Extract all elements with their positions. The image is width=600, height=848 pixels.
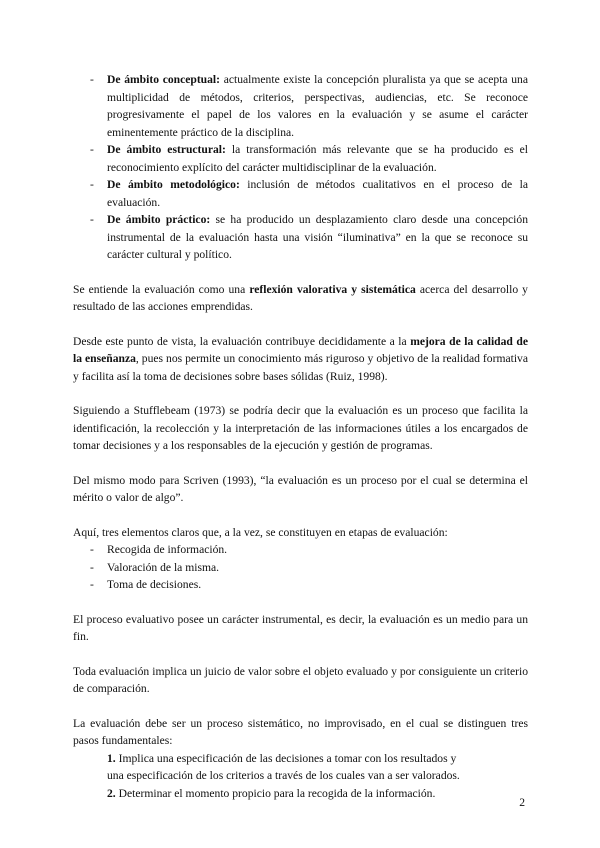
list-item bbox=[73, 141, 528, 176]
list-item: 1. Implica una especificación de las decisiones a tomar con los resultados y bbox=[107, 751, 457, 765]
paragraph-reflexion: Se entiende la evaluación como una reflexión valorativa y sistemática acerca del desarrollo y resultado de las acciones emprendidas. bbox=[73, 282, 528, 313]
ambito-label: De ámbito conceptual: bbox=[107, 73, 221, 86]
paragraph-mejora: Desde este punto de vista, la evaluación contribuye decididamente a la mejora de la calidad de la enseñanza, pues nos permite un conocimiento más riguroso y objetivo de la realidad formativa y facilita así la toma de decisiones sobre bases sólidas (Ruiz, 1998). bbox=[73, 334, 528, 383]
ambitos-list bbox=[73, 71, 528, 264]
list-item: 2. Determinar el momento propicio para la recogida de la información. bbox=[107, 786, 436, 800]
paragraph-pasos: La evaluación debe ser un proceso sistemático, no improvisado, en el cual se distinguen tres pasos fundamentales: bbox=[73, 716, 528, 747]
page-content bbox=[73, 71, 528, 802]
ambito-label: De ámbito estructural: bbox=[107, 143, 226, 156]
paragraph-stufflebeam: Siguiendo a Stufflebeam (1973) se podría decir que la evaluación es un proceso que facilita la identificación, la recolección y la interpretación de las informaciones útiles a los encargados de tomar decisiones y a los responsables de la ejecución y gestión de programas. bbox=[73, 404, 528, 452]
list-item bbox=[73, 71, 528, 141]
paragraph-scriven: Del mismo modo para Scriven (1993), “la evaluación es un proceso por el cual se determina el mérito o valor de algo”. bbox=[73, 473, 528, 504]
list-item bbox=[73, 211, 528, 264]
paragraph-juicio: Toda evaluación implica un juicio de valor sobre el objeto evaluado y por consiguiente un criterio de comparación. bbox=[73, 664, 528, 695]
emphasis: mejora de la calidad de la enseñanza bbox=[73, 334, 528, 365]
page-number: 2 bbox=[519, 796, 525, 809]
ambito-label: De ámbito práctico: bbox=[107, 213, 211, 226]
ambito-text: la transformación más relevante que se ha producido es el reconocimiento explícito del carácter multidisciplinar de la evaluación. bbox=[107, 143, 528, 174]
list-item: - Toma de decisiones. bbox=[73, 576, 528, 594]
paragraph-elementos: Aquí, tres elementos claros que, a la vez, se constituyen en etapas de evaluación: bbox=[73, 525, 448, 539]
ambito-label: De ámbito metodológico: bbox=[107, 178, 240, 191]
list-item: - Recogida de información. bbox=[73, 541, 528, 559]
ambito-text: se ha producido un desplazamiento claro desde una concepción instrumental de la evaluación hasta una visión “iluminativa” en la que se reconoce su carácter cultural y político. bbox=[107, 213, 528, 261]
ambito-text: actualmente existe la concepción pluralista ya que se acepta una multiplicidad de métodos, criterios, perspectivas, audiencias, etc. Se reconoce progresivamente el papel de los valores en la evaluación y se asume el carácter eminentemente práctico de la disciplina. bbox=[107, 73, 528, 139]
etapas-list bbox=[73, 541, 528, 594]
list-item: - Valoración de la misma. bbox=[73, 559, 528, 577]
list-item bbox=[73, 176, 528, 211]
emphasis: reflexión valorativa y sistemática bbox=[249, 282, 416, 296]
pasos-list bbox=[73, 750, 528, 803]
paragraph-instrumental: El proceso evaluativo posee un carácter instrumental, es decir, la evaluación es un medio para un fin. bbox=[73, 612, 528, 643]
list-item-continuation: una especificación de los criterios a través de los cuales van a ser valorados. bbox=[107, 769, 460, 782]
ambito-text: inclusión de métodos cualitativos en el proceso de la evaluación. bbox=[107, 178, 528, 209]
